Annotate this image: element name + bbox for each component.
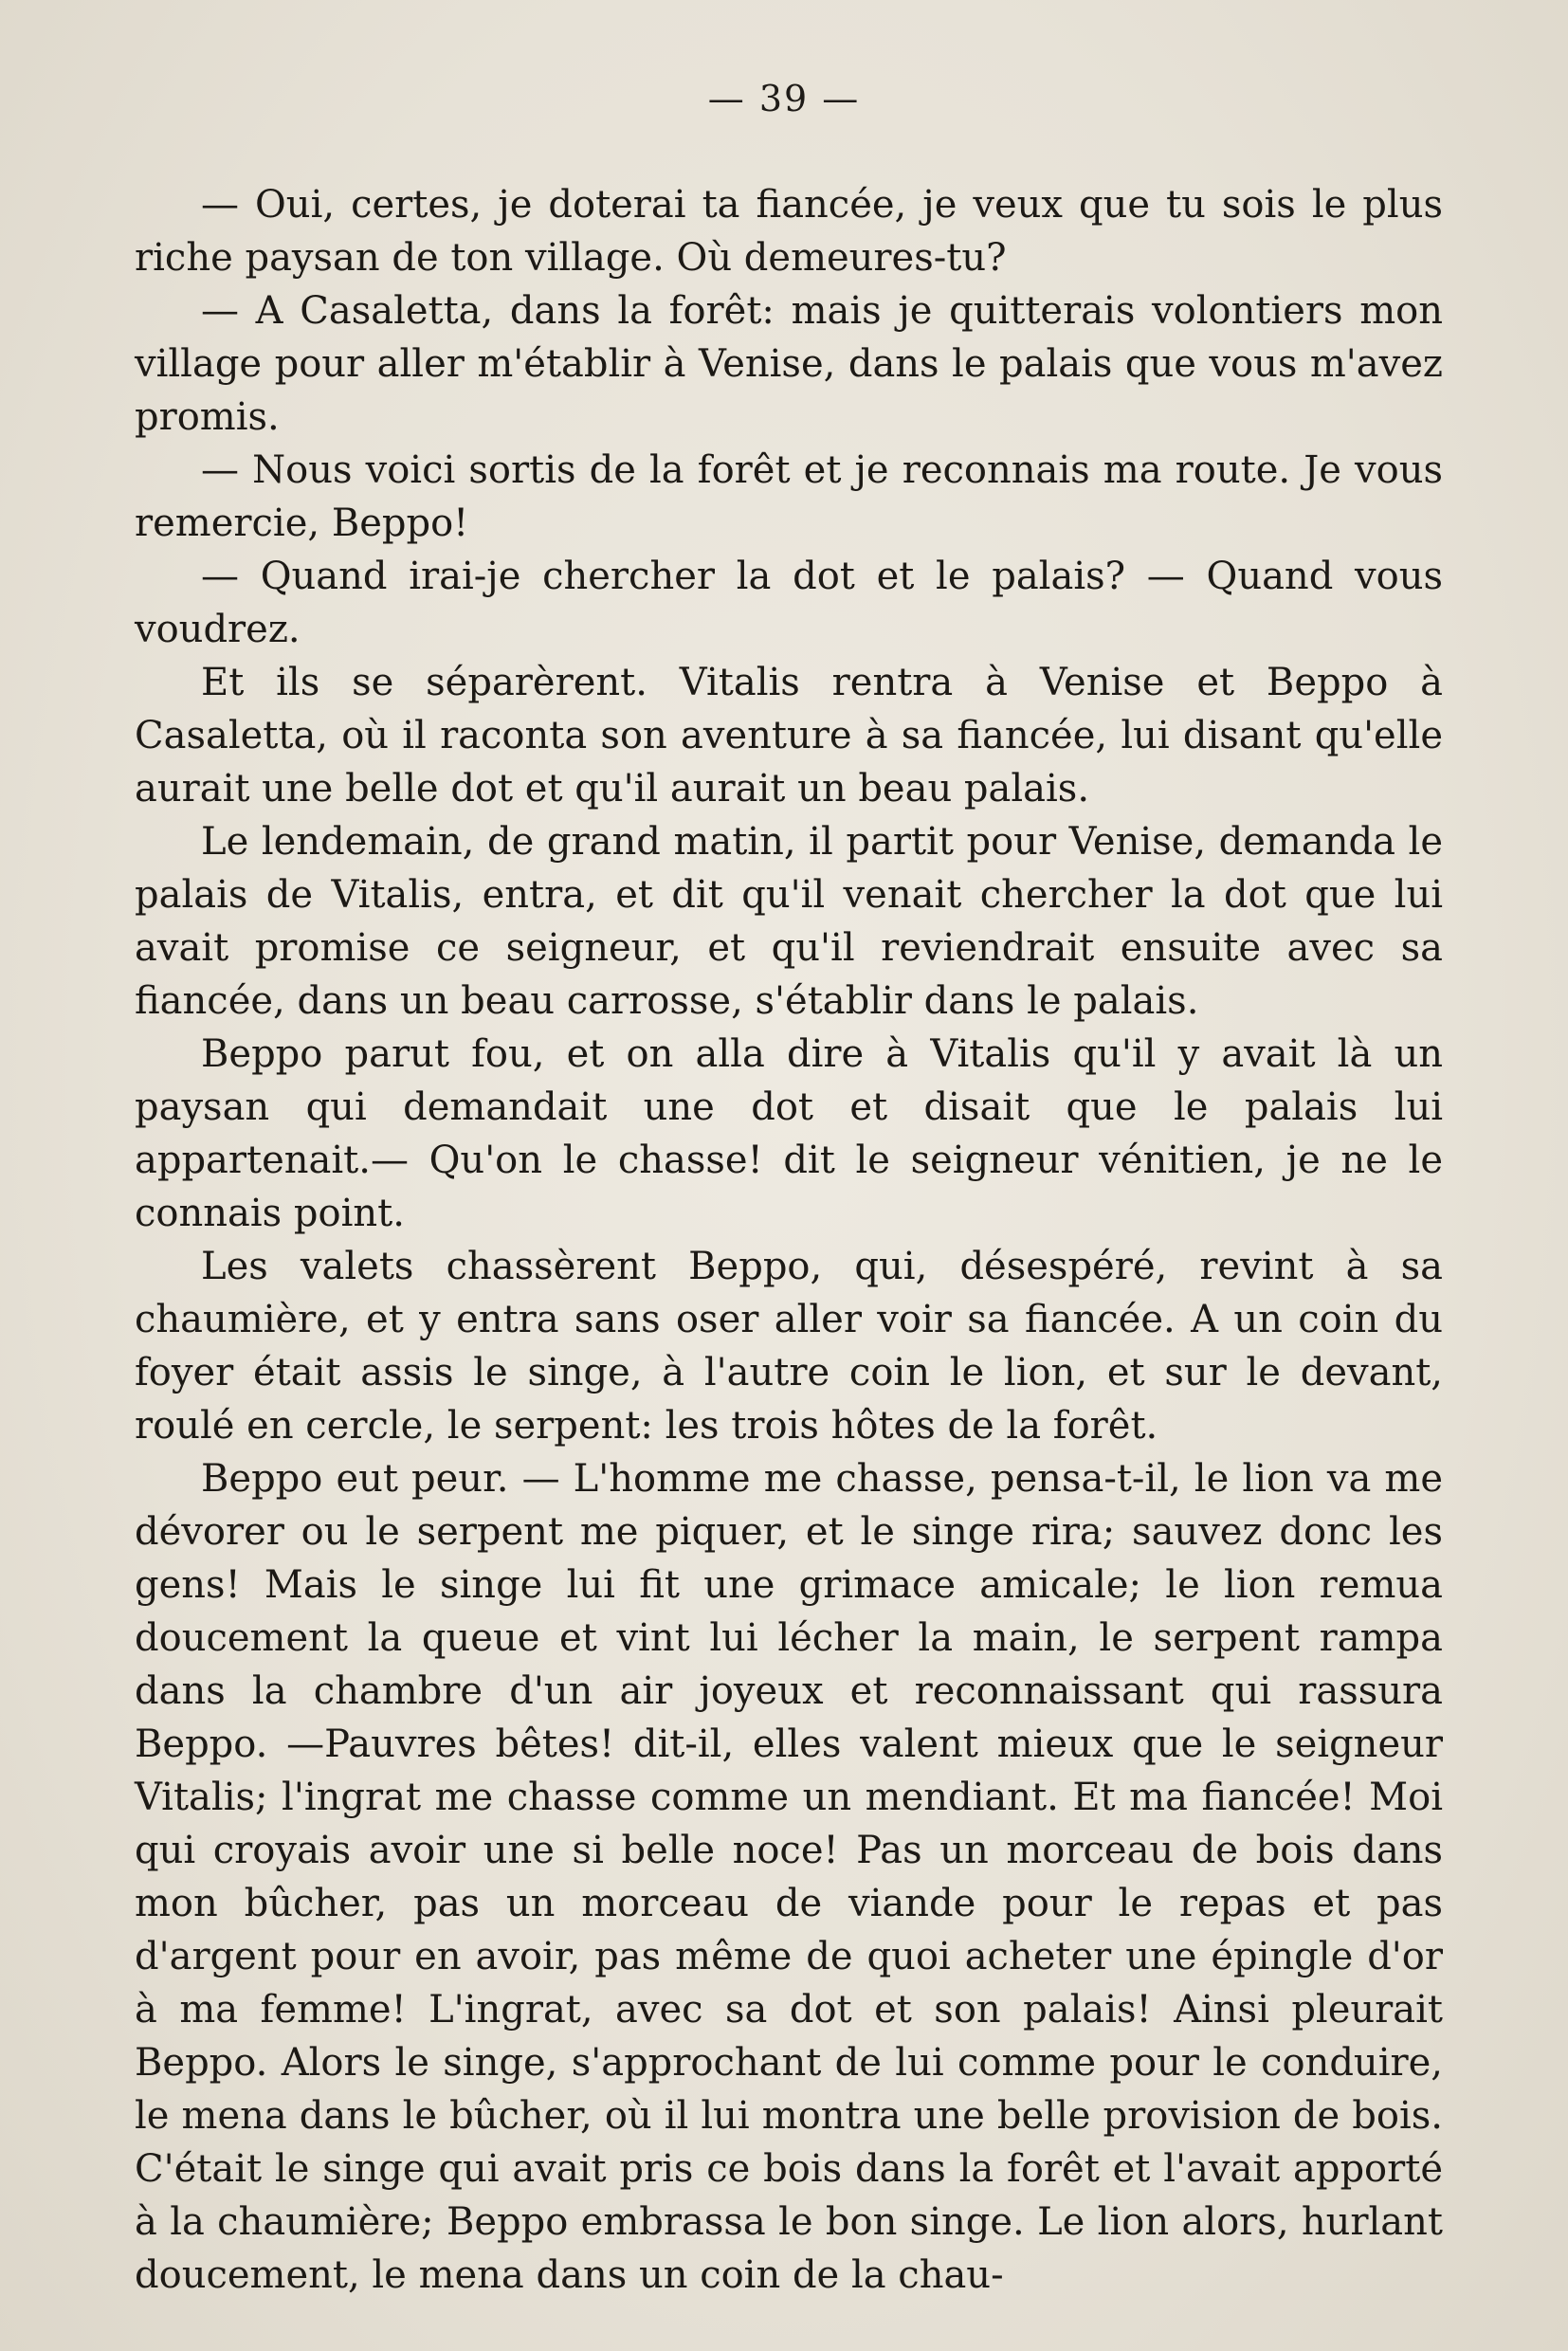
paragraph-6: Le lendemain, de grand matin, il partit pour Venise, demanda le palais de Vitalis, entra, et dit qu'il venait chercher la dot que lui avait promise ce seigneur, et qu'il reviendrait ensuite avec sa fiancée, dans un beau carrosse, s'établir dans le palais. bbox=[135, 820, 1443, 1023]
page-number: — 39 — bbox=[707, 78, 861, 119]
paragraph-9: Beppo eut peur. — L'homme me chasse, pensa-t-il, le lion va me dévorer ou le serpent me piquer, et le singe rira; sauvez donc les gens! Mais le singe lui fit une grimace amicale; le lion remua doucement la queue et vint lui lécher la main, le serpent rampa dans la chambre d'un air joyeux et reconnaissant qui rassura Beppo. —Pauvres bêtes! dit-il, elles valent mieux que le seigneur Vitalis; l'ingrat me chasse comme un mendiant. Et ma fiancée! Moi qui croyais avoir une si belle noce! Pas un morceau de bois dans mon bûcher, pas un morceau de viande pour le repas et pas d'argent pour en avoir, pas même de quoi acheter une épingle d'or à ma femme! L'ingrat, avec sa dot et son palais! Ainsi pleurait Beppo. Alors le singe, s'approchant de lui comme pour le conduire, le mena dans le bûcher, où il lui montra une belle provision de bois. C'était le singe qui avait pris ce bois dans la forêt et l'avait apporté à la chaumière; Beppo embrassa le bon singe. Le lion alors, hurlant doucement, le mena dans un coin de la chau- bbox=[135, 1457, 1443, 2297]
paragraph-3: — Nous voici sortis de la forêt et je reconnais ma route. Je vous remercie, Beppo! bbox=[135, 448, 1443, 545]
paragraph-8: Les valets chassèrent Beppo, qui, désespéré, revint à sa chaumière, et y entra sans oser aller voir sa fiancée. A un coin du foyer était assis le singe, à l'autre coin le lion, et sur le devant, roulé en cercle, le serpent: les trois hôtes de la forêt. bbox=[135, 1245, 1443, 1448]
paragraph-5: Et ils se séparèrent. Vitalis rentra à Venise et Beppo à Casaletta, où il raconta son aventure à sa fiancée, lui disant qu'elle aurait une belle dot et qu'il aurait un beau palais. bbox=[135, 661, 1443, 811]
paragraph-4: — Quand irai-je chercher la dot et le palais? — Quand vous voudrez. bbox=[135, 555, 1443, 651]
paragraph-2: — A Casaletta, dans la forêt: mais je quitterais volontiers mon village pour aller m'établir à Venise, dans le palais que vous m'avez promis. bbox=[135, 289, 1443, 439]
paragraph-1: — Oui, certes, je doterai ta fiancée, je veux que tu sois le plus riche paysan de ton village. Où demeures-tu? bbox=[135, 183, 1443, 280]
body-text bbox=[135, 178, 1443, 2302]
paragraph-7: Beppo parut fou, et on alla dire à Vitalis qu'il y avait là un paysan qui demandait une dot et disait que le palais lui appartenait.— Qu'on le chasse! dit le seigneur vénitien, je ne le connais point. bbox=[135, 1032, 1443, 1235]
